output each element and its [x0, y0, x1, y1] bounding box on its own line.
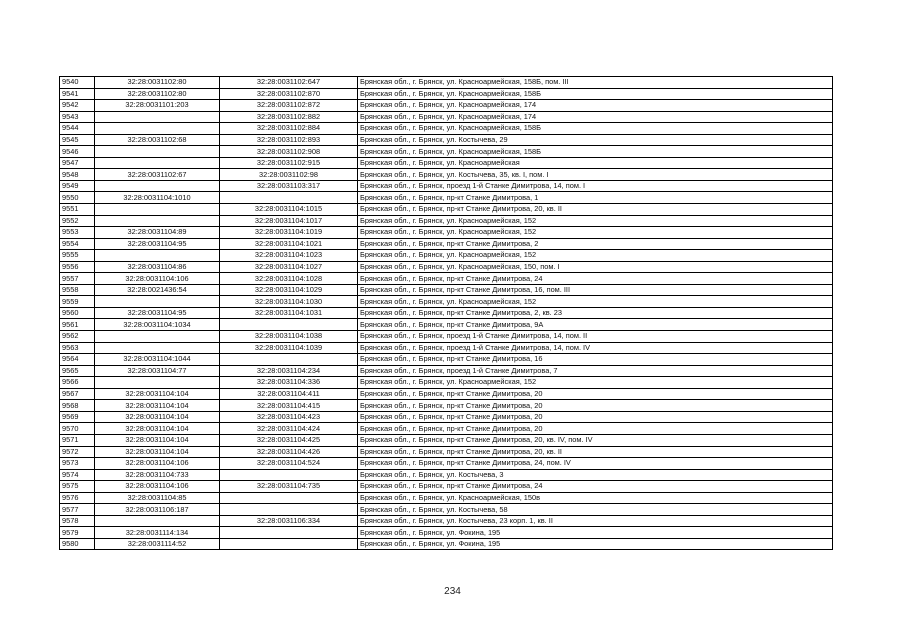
row-number-cell: 9560: [60, 307, 95, 319]
cadastral-number-cell: 32:28:0031104:411: [220, 388, 358, 400]
cadastral-number-cell: 32:28:0031102:872: [220, 100, 358, 112]
row-number-cell: 9549: [60, 180, 95, 192]
table-row: [60, 365, 833, 377]
parent-cadastral-number-cell: [95, 377, 220, 389]
page-number: 234: [444, 586, 461, 597]
address-cell: Брянская обл., г. Брянск, проезд 1-й Станке Димитрова, 14, пом. II: [358, 331, 833, 343]
row-number-cell: 9543: [60, 111, 95, 123]
parent-cadastral-number-cell: 32:28:0031104:106: [95, 458, 220, 470]
row-number-cell: 9559: [60, 296, 95, 308]
table-row: [60, 388, 833, 400]
cadastral-number-cell: 32:28:0031104:524: [220, 458, 358, 470]
parent-cadastral-number-cell: 32:28:0031104:1044: [95, 354, 220, 366]
address-cell: Брянская обл., г. Брянск, проезд 1-й Станке Димитрова, 14, пом. I: [358, 180, 833, 192]
row-number-cell: 9562: [60, 331, 95, 343]
address-cell: Брянская обл., г. Брянск, ул. Красноармейская, 152: [358, 377, 833, 389]
row-number-cell: 9561: [60, 319, 95, 331]
row-number-cell: 9569: [60, 411, 95, 423]
address-cell: Брянская обл., г. Брянск, ул. Красноармейская, 152: [358, 215, 833, 227]
address-cell: Брянская обл., г. Брянск, ул. Красноармейская, 152: [358, 296, 833, 308]
cadastral-number-cell: 32:28:0031104:234: [220, 365, 358, 377]
parent-cadastral-number-cell: 32:28:0031104:106: [95, 273, 220, 285]
cadastral-number-cell: 32:28:0031104:1017: [220, 215, 358, 227]
parent-cadastral-number-cell: 32:28:0031104:106: [95, 481, 220, 493]
address-cell: Брянская обл., г. Брянск, ул. Красноармейская, 158Б: [358, 88, 833, 100]
row-number-cell: 9567: [60, 388, 95, 400]
parent-cadastral-number-cell: 32:28:0031104:104: [95, 446, 220, 458]
address-cell: Брянская обл., г. Брянск, пр-кт Станке Димитрова, 20: [358, 423, 833, 435]
address-cell: Брянская обл., г. Брянск, ул. Красноармейская, 152: [358, 227, 833, 239]
address-cell: Брянская обл., г. Брянск, ул. Красноармейская, 174: [358, 111, 833, 123]
table-row: [60, 458, 833, 470]
table-row: [60, 238, 833, 250]
parent-cadastral-number-cell: [95, 146, 220, 158]
cadastral-number-cell: 32:28:0031104:424: [220, 423, 358, 435]
row-number-cell: 9542: [60, 100, 95, 112]
parent-cadastral-number-cell: 32:28:0031104:1034: [95, 319, 220, 331]
cadastral-number-cell: [220, 469, 358, 481]
cadastral-number-cell: [220, 538, 358, 550]
row-number-cell: 9545: [60, 134, 95, 146]
parent-cadastral-number-cell: 32:28:0031104:95: [95, 307, 220, 319]
row-number-cell: 9570: [60, 423, 95, 435]
parent-cadastral-number-cell: 32:28:0031102:80: [95, 88, 220, 100]
cadastral-number-cell: 32:28:0031102:893: [220, 134, 358, 146]
parent-cadastral-number-cell: [95, 215, 220, 227]
cadastral-number-cell: 32:28:0031102:647: [220, 77, 358, 89]
cadastral-number-cell: 32:28:0031102:882: [220, 111, 358, 123]
row-number-cell: 9550: [60, 192, 95, 204]
cadastral-number-cell: 32:28:0031104:1039: [220, 342, 358, 354]
cadastral-number-cell: 32:28:0031106:334: [220, 515, 358, 527]
address-cell: Брянская обл., г. Брянск, пр-кт Станке Димитрова, 20: [358, 400, 833, 412]
parent-cadastral-number-cell: 32:28:0031101:203: [95, 100, 220, 112]
table-row: [60, 180, 833, 192]
cadastral-number-cell: 32:28:0031104:1023: [220, 250, 358, 262]
parent-cadastral-number-cell: 32:28:0031104:104: [95, 400, 220, 412]
parent-cadastral-number-cell: 32:28:0031104:104: [95, 388, 220, 400]
table-row: [60, 504, 833, 516]
cadastral-number-cell: 32:28:0031104:1019: [220, 227, 358, 239]
row-number-cell: 9572: [60, 446, 95, 458]
cadastral-number-cell: 32:28:0031102:915: [220, 157, 358, 169]
cadastral-number-cell: 32:28:0031104:423: [220, 411, 358, 423]
address-cell: Брянская обл., г. Брянск, ул. Красноармейская, 150в: [358, 492, 833, 504]
parent-cadastral-number-cell: 32:28:0031104:104: [95, 423, 220, 435]
table-row: [60, 515, 833, 527]
address-cell: Брянская обл., г. Брянск, проезд 1-й Станке Димитрова, 7: [358, 365, 833, 377]
table-row: [60, 492, 833, 504]
table-row: [60, 250, 833, 262]
address-cell: Брянская обл., г. Брянск, пр-кт Станке Димитрова, 1: [358, 192, 833, 204]
address-cell: Брянская обл., г. Брянск, пр-кт Станке Димитрова, 24: [358, 481, 833, 493]
parent-cadastral-number-cell: 32:28:0031104:104: [95, 434, 220, 446]
address-cell: Брянская обл., г. Брянск, ул. Фокина, 195: [358, 527, 833, 539]
address-cell: Брянская обл., г. Брянск, пр-кт Станке Димитрова, 20, кв. IV, пом. IV: [358, 434, 833, 446]
address-cell: Брянская обл., г. Брянск, проезд 1-й Станке Димитрова, 14, пом. IV: [358, 342, 833, 354]
parent-cadastral-number-cell: [95, 250, 220, 262]
row-number-cell: 9551: [60, 204, 95, 216]
address-cell: Брянская обл., г. Брянск, ул. Красноармейская, 158Б: [358, 123, 833, 135]
address-cell: Брянская обл., г. Брянск, ул. Костычева, 23 корп. 1, кв. II: [358, 515, 833, 527]
address-cell: Брянская обл., г. Брянск, ул. Костычева, 58: [358, 504, 833, 516]
parent-cadastral-number-cell: [95, 296, 220, 308]
cadastral-number-cell: 32:28:0031104:1021: [220, 238, 358, 250]
parent-cadastral-number-cell: 32:28:0031104:77: [95, 365, 220, 377]
address-cell: Брянская обл., г. Брянск, ул. Красноармейская, 150, пом. I: [358, 261, 833, 273]
row-number-cell: 9574: [60, 469, 95, 481]
address-cell: Брянская обл., г. Брянск, пр-кт Станке Димитрова, 9А: [358, 319, 833, 331]
address-cell: Брянская обл., г. Брянск, пр-кт Станке Димитрова, 2: [358, 238, 833, 250]
table-row: [60, 204, 833, 216]
cadastral-number-cell: 32:28:0031103:317: [220, 180, 358, 192]
table-row: [60, 527, 833, 539]
row-number-cell: 9557: [60, 273, 95, 285]
row-number-cell: 9580: [60, 538, 95, 550]
parent-cadastral-number-cell: [95, 157, 220, 169]
table-row: [60, 307, 833, 319]
parent-cadastral-number-cell: [95, 204, 220, 216]
table-row: [60, 192, 833, 204]
table-row: [60, 469, 833, 481]
address-cell: Брянская обл., г. Брянск, пр-кт Станке Димитрова, 20: [358, 388, 833, 400]
row-number-cell: 9576: [60, 492, 95, 504]
parent-cadastral-number-cell: [95, 515, 220, 527]
cadastral-number-cell: 32:28:0031104:1038: [220, 331, 358, 343]
cadastral-number-cell: 32:28:0031104:425: [220, 434, 358, 446]
cadastral-number-cell: [220, 492, 358, 504]
table-row: [60, 273, 833, 285]
table-row: [60, 215, 833, 227]
table-row: [60, 354, 833, 366]
parent-cadastral-number-cell: 32:28:0031104:89: [95, 227, 220, 239]
parent-cadastral-number-cell: [95, 342, 220, 354]
parent-cadastral-number-cell: [95, 111, 220, 123]
table-row: [60, 446, 833, 458]
cadastral-number-cell: 32:28:0031104:735: [220, 481, 358, 493]
row-number-cell: 9554: [60, 238, 95, 250]
row-number-cell: 9565: [60, 365, 95, 377]
address-cell: Брянская обл., г. Брянск, пр-кт Станке Димитрова, 24, пом. IV: [358, 458, 833, 470]
row-number-cell: 9577: [60, 504, 95, 516]
table-row: [60, 296, 833, 308]
address-cell: Брянская обл., г. Брянск, ул. Костычева, 35, кв. I, пом. I: [358, 169, 833, 181]
table-row: [60, 157, 833, 169]
row-number-cell: 9578: [60, 515, 95, 527]
address-cell: Брянская обл., г. Брянск, пр-кт Станке Димитрова, 20: [358, 411, 833, 423]
parent-cadastral-number-cell: 32:28:0021436:54: [95, 284, 220, 296]
parent-cadastral-number-cell: [95, 180, 220, 192]
table-row: [60, 411, 833, 423]
table-row: [60, 146, 833, 158]
parent-cadastral-number-cell: 32:28:0031102:67: [95, 169, 220, 181]
row-number-cell: 9548: [60, 169, 95, 181]
cadastral-number-cell: 32:28:0031104:1031: [220, 307, 358, 319]
cadastral-number-cell: [220, 319, 358, 331]
cadastral-number-cell: 32:28:0031104:415: [220, 400, 358, 412]
parent-cadastral-number-cell: 32:28:0031102:68: [95, 134, 220, 146]
cadastral-number-cell: 32:28:0031104:1028: [220, 273, 358, 285]
address-cell: Брянская обл., г. Брянск, пр-кт Станке Димитрова, 20, кв. II: [358, 204, 833, 216]
row-number-cell: 9558: [60, 284, 95, 296]
row-number-cell: 9552: [60, 215, 95, 227]
address-cell: Брянская обл., г. Брянск, ул. Красноармейская, 158Б, пом. III: [358, 77, 833, 89]
cadastral-number-cell: [220, 192, 358, 204]
table-row: [60, 331, 833, 343]
cadastral-number-cell: 32:28:0031104:1030: [220, 296, 358, 308]
table-row: [60, 88, 833, 100]
parent-cadastral-number-cell: 32:28:0031114:134: [95, 527, 220, 539]
row-number-cell: 9546: [60, 146, 95, 158]
table-row: [60, 342, 833, 354]
cadastral-number-cell: 32:28:0031104:1029: [220, 284, 358, 296]
row-number-cell: 9556: [60, 261, 95, 273]
table-row: [60, 134, 833, 146]
table-row: [60, 123, 833, 135]
row-number-cell: 9573: [60, 458, 95, 470]
cadastral-number-cell: 32:28:0031104:1015: [220, 204, 358, 216]
cadastral-number-cell: [220, 504, 358, 516]
row-number-cell: 9566: [60, 377, 95, 389]
table-row: [60, 169, 833, 181]
address-cell: Брянская обл., г. Брянск, ул. Красноармейская: [358, 157, 833, 169]
table-row: [60, 100, 833, 112]
cadastral-number-cell: 32:28:0031102:884: [220, 123, 358, 135]
address-cell: Брянская обл., г. Брянск, пр-кт Станке Димитрова, 24: [358, 273, 833, 285]
address-cell: Брянская обл., г. Брянск, пр-кт Станке Димитрова, 16, пом. III: [358, 284, 833, 296]
table-row: [60, 400, 833, 412]
table-row: [60, 111, 833, 123]
table-row: [60, 434, 833, 446]
address-cell: Брянская обл., г. Брянск, пр-кт Станке Димитрова, 16: [358, 354, 833, 366]
table-row: [60, 377, 833, 389]
cadastral-number-cell: [220, 354, 358, 366]
parent-cadastral-number-cell: 32:28:0031104:104: [95, 411, 220, 423]
parent-cadastral-number-cell: 32:28:0031104:95: [95, 238, 220, 250]
table-row: [60, 261, 833, 273]
parent-cadastral-number-cell: 32:28:0031104:733: [95, 469, 220, 481]
cadastral-number-cell: 32:28:0031102:908: [220, 146, 358, 158]
parent-cadastral-number-cell: 32:28:0031106:187: [95, 504, 220, 516]
address-cell: Брянская обл., г. Брянск, ул. Костычева, 29: [358, 134, 833, 146]
cadastral-number-cell: 32:28:0031102:870: [220, 88, 358, 100]
row-number-cell: 9564: [60, 354, 95, 366]
cadastral-number-cell: 32:28:0031102:98: [220, 169, 358, 181]
address-cell: Брянская обл., г. Брянск, пр-кт Станке Димитрова, 20, кв. II: [358, 446, 833, 458]
table-row: [60, 481, 833, 493]
parent-cadastral-number-cell: [95, 123, 220, 135]
cadastral-number-cell: [220, 527, 358, 539]
parent-cadastral-number-cell: 32:28:0031104:1010: [95, 192, 220, 204]
row-number-cell: 9544: [60, 123, 95, 135]
address-cell: Брянская обл., г. Брянск, ул. Фокина, 195: [358, 538, 833, 550]
cadastral-number-cell: 32:28:0031104:336: [220, 377, 358, 389]
table-row: [60, 77, 833, 89]
table-body: [60, 77, 833, 550]
row-number-cell: 9553: [60, 227, 95, 239]
row-number-cell: 9541: [60, 88, 95, 100]
address-cell: Брянская обл., г. Брянск, ул. Костычева, 3: [358, 469, 833, 481]
row-number-cell: 9568: [60, 400, 95, 412]
table-row: [60, 423, 833, 435]
row-number-cell: 9555: [60, 250, 95, 262]
address-cell: Брянская обл., г. Брянск, ул. Красноармейская, 152: [358, 250, 833, 262]
cadastral-number-cell: 32:28:0031104:1027: [220, 261, 358, 273]
row-number-cell: 9547: [60, 157, 95, 169]
cadastral-number-cell: 32:28:0031104:426: [220, 446, 358, 458]
address-cell: Брянская обл., г. Брянск, ул. Красноармейская, 158Б: [358, 146, 833, 158]
address-cell: Брянская обл., г. Брянск, ул. Красноармейская, 174: [358, 100, 833, 112]
parent-cadastral-number-cell: 32:28:0031102:80: [95, 77, 220, 89]
table-row: [60, 284, 833, 296]
row-number-cell: 9575: [60, 481, 95, 493]
row-number-cell: 9571: [60, 434, 95, 446]
row-number-cell: 9579: [60, 527, 95, 539]
table-row: [60, 227, 833, 239]
address-cell: Брянская обл., г. Брянск, пр-кт Станке Димитрова, 2, кв. 23: [358, 307, 833, 319]
row-number-cell: 9563: [60, 342, 95, 354]
parent-cadastral-number-cell: 32:28:0031114:52: [95, 538, 220, 550]
cadastral-register-table: [59, 76, 833, 550]
parent-cadastral-number-cell: 32:28:0031104:86: [95, 261, 220, 273]
row-number-cell: 9540: [60, 77, 95, 89]
parent-cadastral-number-cell: [95, 331, 220, 343]
table-row: [60, 538, 833, 550]
parent-cadastral-number-cell: 32:28:0031104:85: [95, 492, 220, 504]
table-row: [60, 319, 833, 331]
